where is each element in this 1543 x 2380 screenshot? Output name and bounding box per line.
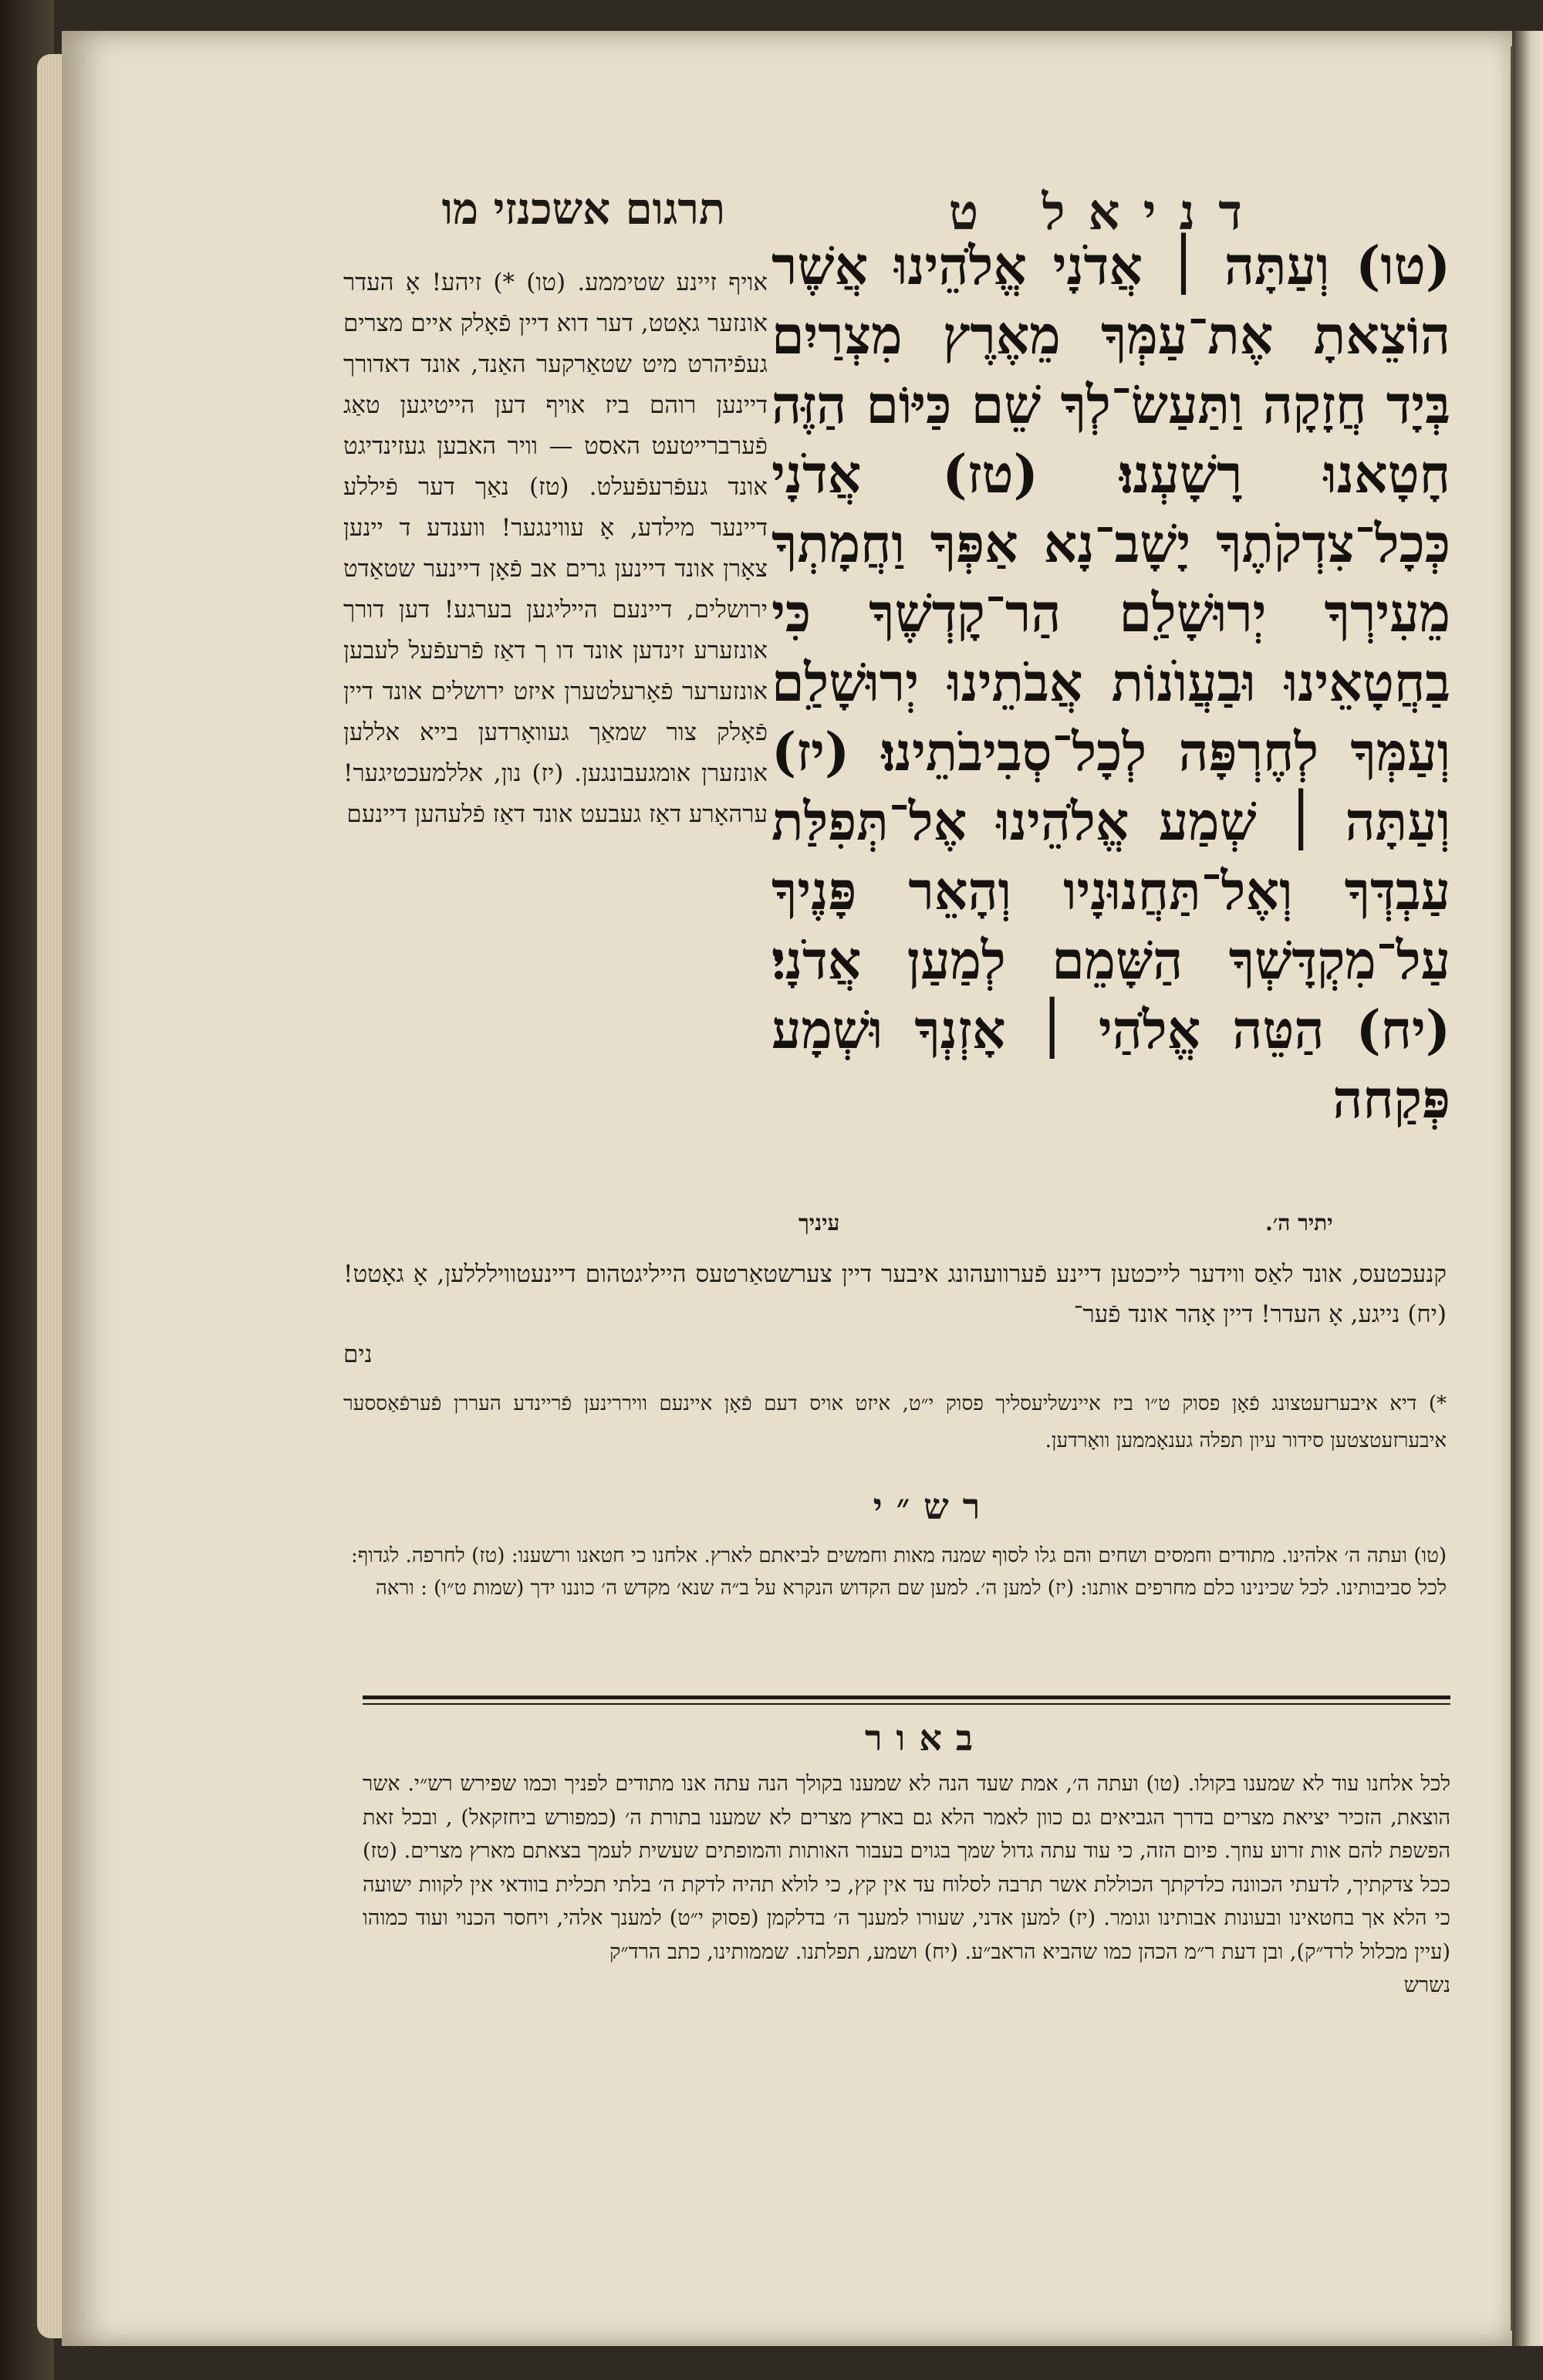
rashi-heading: רש״י [873, 1486, 994, 1527]
divider-thick [363, 1695, 1450, 1699]
translation-cont-line: קנעכטעס, אונד לאַס ווידער לייכטען דיינע פֿערוועהונג איבער דיין צערשטאַרטעס הייליגטהום דיינעטווילללען, אָ גאָטט! (יח) נייגע, אָ העדר! דיין אָהר אונד פֿער־ [343, 1260, 1447, 1328]
beur-last-line: נשרש [1403, 1973, 1450, 1997]
catchword-right: יתיר ה׳. [1265, 1210, 1333, 1236]
gutter-line [1511, 46, 1513, 2331]
hebrew-verse-text: (טו) וְעַתָּה ׀ אֲדֹנָי אֱלֹהֵינוּ אֲשֶׁר הוֹצֵאתָ אֶת־עַמְּךָ מֵאֶרֶץ מִצְרַיִם בְּיָד חֲזָקָה וַתַּעַשׂ־לְךָ שֵׁם כַּיּוֹם הַזֶּה חָטָאנוּ רָשָׁעְנוּ׃ (טז) אֲדֹנָי כְּכָל־צִדְקֹתֶךָ יָשָׁב־נָא אַפְּךָ וַחֲמָתְךָ מֵעִירְךָ יְרוּשָׁלִַם הַר־קָדְשֶׁךָ כִּי בַחֲטָאֵינוּ וּבַעֲוֺנוֹת אֲבֹתֵינוּ יְרוּשָׁלִַם וְעַמְּךָ לְחֶרְפָּה לְכָל־סְבִיבֹתֵינוּ׃ (יז) וְעַתָּה ׀ שְׁמַע אֱלֹהֵינוּ אֶל־תְּפִלַּת עַבְדְּךָ וְאֶל־תַּחֲנוּנָיו וְהָאֵר פָּנֶיךָ עַל־מִקְדָּשְׁךָ הַשָּׁמֵם לְמַעַן אֲדֹנָי׃ (יח) הַטֵּה אֱלֹהַי ׀ אָזְנְךָ וּשְׁמָע פְּקַחה [772, 235, 1450, 1131]
running-header-left: תרגום אשכנזי מו [441, 184, 725, 235]
translation-continuation [343, 1254, 1447, 1378]
beur-text: לכל אלחנו עוד לא שמענו בקולו. (טו) ועתה ה׳, אמת שעד הנה לא שמענו בקולך הנה עתה אנו מתודים לפניך וכמו שפירש רש״י. אשר הוצאת, הזכיר יציאת מצרים בדרך הגביאים גם כוון לאמר הלא גם בארץ מצרים לא שמענו בתורת ה׳ (כמפורש ביחזקאל) , ובכל זאת הפשפת להם אות זרוע עוזך. פיום הזה, כי עוד עתה גדול שמך בגוים בעבור האותות והמופתים שעשית לעמך בצאתם מארץ מצרים. (טז) ככל צדקתיך, לדעתי הכוונה כלדקתך הכוללת אשר תרבה לסלוח עד אין קץ, כי לולא תהיה לדקת ה׳ בלתי תכלית בוודאי אין לקוות ישועה כי הלא אך בחטאינו ובעונות אבותינו וגומר. (יז) למען אדני, שעורו למענך ה׳ בדלקמן (פסוק י״ט) למענך אלהי, ויחסר הכנוי ועוד כמוהו (עיין מכלול לרד״ק), ובן דעת ר״מ הכהן כמו שהביא הראב״ע. (יח) ושמע, תפלתנו. שממותינו, כתב הרד״ק [363, 1772, 1450, 1964]
running-header-right: דניאל ט [948, 184, 1265, 242]
translation-column: אויף זיינע שטיממע. (טו) *) זיהע! אָ העדר אונזער גאָטט, דער דוא דיין פֿאָלק איים מצרים געפֿיהרט מיט שטאַרקער האַנד, אונד דאדורך דיינען רוהם ביז אויף דען הייטיגען טאַג פֿערברייטעט האסט — וויר האבען געזינדיגט אונד געפֿרעפֿעלט. (טז) נאַך דער פֿיללע דיינער מילדע, אָ עווינגער! ווענדע ד יינען צאָרן אונד דיינען גרים אב פֿאָן דיינער שטאַדט ירושלים, דיינעם הייליגען בערגע! דען דורך אונזערע זינדען אונד דו ך דאַז פֿרעפֿעל לעבען אונזערער פֿאָרעלטערן איזט ירושלים אונד דיין פֿאָלק צור שמאַך געוואָרדען בייא אללען אונזערן אומגעבונגען. (יז) נון, אללמעכטיגער! ערהאָרע דאַז געבעט אונד דאַז פֿלעהען דיינעם [343, 269, 768, 828]
beur-commentary [363, 1767, 1450, 2169]
divider-thin [363, 1703, 1450, 1705]
rashi-commentary: (טו) ועתה ה׳ אלהינו. מתודים וחמסים ושחים והם גלו לסוף שמנה מאות וחמשים לביאתם לארץ. אלחנו כי חטאנו ורשענו: (טז) לחרפה. לגדוף: לכל סביבותינו. לכל שכינינו כלם מחרפים אותנו: (יז) למען ה׳. למען שם הקדוש הנקרא על ב״ה שנא׳ מקדש ה׳ כוננו ידך (שמות ט״ו) : וראה [351, 1544, 1447, 1600]
facing-page-strip [1512, 31, 1543, 2346]
catchword-left: עיניך [799, 1210, 840, 1236]
translation-cont-line: נים [343, 1340, 373, 1368]
footnote: *) דיא איבערזעטצונג פֿאָן פסוק ט״ו ביז איינשליעסליך פסוק י״ט, איזט אויס דעם פֿאָן איינעם וויררינען פֿריינדע העררן פֿערפֿאַססער איבערזעטצטען סידור עיון תפלה גענאָממען וואָרדען. [343, 1392, 1447, 1452]
beur-heading: באור [864, 1717, 988, 1759]
